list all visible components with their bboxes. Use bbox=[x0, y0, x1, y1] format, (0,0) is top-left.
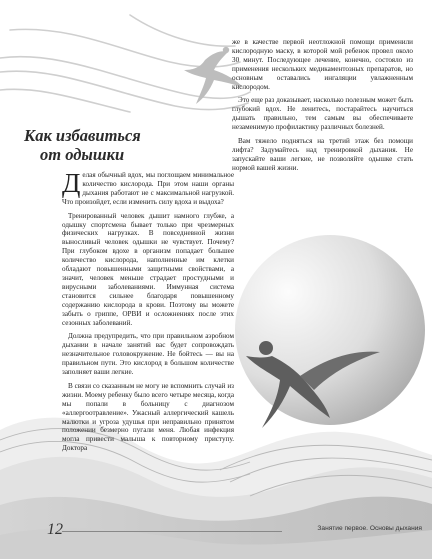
paragraph: Тренированный человек дышит намного глубже, а одышку спортсмена бывает только при чрезмерных физических нагрузках. В повседневной жизни выносливый человек одышки не чувствует. Почему? При глубоком вдохе в организм попадает большее количество кислорода, наполненные им клетки обладают повышенными защитными свойствами, а значит, человек меньше страдает простудными и вирусными заболеваниями. Иммунная система становится сильнее благодаря повышенному содержанию кислорода в крови. Поэтому вы можете забыть о гриппе, ОРВИ и осложнениях после этих сезонных заболеваний. bbox=[62, 211, 234, 327]
paragraph: Должна предупредить, что при правильном аэробном дыхании в начале занятий вас будет сопровождать незначительное головокружение. Не бойтесь — вы на правильном пути. Это кислород в большом количестве заполняет ваши легкие. bbox=[62, 332, 234, 377]
title-line-1: Как избавиться bbox=[24, 126, 141, 145]
paragraph: Это еще раз доказывает, насколько полезным может быть глубокий вдох. Не ленитесь, постарайтесь научиться дышать правильно, тем самым вы обеспечиваете незаменимую профилактику различных болезней. bbox=[232, 96, 413, 132]
footer-rule bbox=[62, 531, 282, 532]
drop-cap: Д bbox=[62, 168, 81, 198]
paragraph: В связи со сказанным не могу не вспомнить случай из жизни. Моему ребенку было всего четыре месяца, когда мы попали в больницу с диагнозом «аллергоотравление». Ужасный аллергический кашель малютки и угроза удушья при неправильно принятом положении безмерно пугали меня. Любая инфекция могла привести малыша к повторному приступу. Доктора bbox=[62, 381, 234, 453]
paragraph: же в качестве первой неотложной помощи применили кислородную маску, в которой мой ребенок провел около 30 минут. Последующее лечение, конечно, состояло из применения нескольких медикаментозных препаратов, но основным оставались ингаляции увлажненным кислородом. bbox=[232, 38, 413, 91]
title-line-2: от одышки bbox=[40, 145, 125, 164]
page-number: 12 bbox=[47, 521, 63, 538]
right-column bbox=[232, 38, 413, 178]
paragraph: Вам тяжело подняться на третий этаж без помощи лифта? Задумайтесь над тренировкой дыхания. Не запускайте ваши легкие, не позволяйте одышке стать нормой вашей жизни. bbox=[232, 137, 413, 172]
intro-paragraph bbox=[62, 168, 234, 207]
intro-text: елая обычный вдох, мы поглощаем минимальное количество кислорода. При этом наши органы дыхания работают не с максимальной нагрузкой. Что произойдет, если изменить силу вдоха и выдоха? bbox=[62, 171, 234, 206]
article-title bbox=[24, 126, 141, 164]
section-title: Занятие первое. Основы дыхания bbox=[317, 525, 422, 532]
left-column bbox=[62, 168, 234, 458]
sphere-illustration bbox=[235, 235, 425, 425]
